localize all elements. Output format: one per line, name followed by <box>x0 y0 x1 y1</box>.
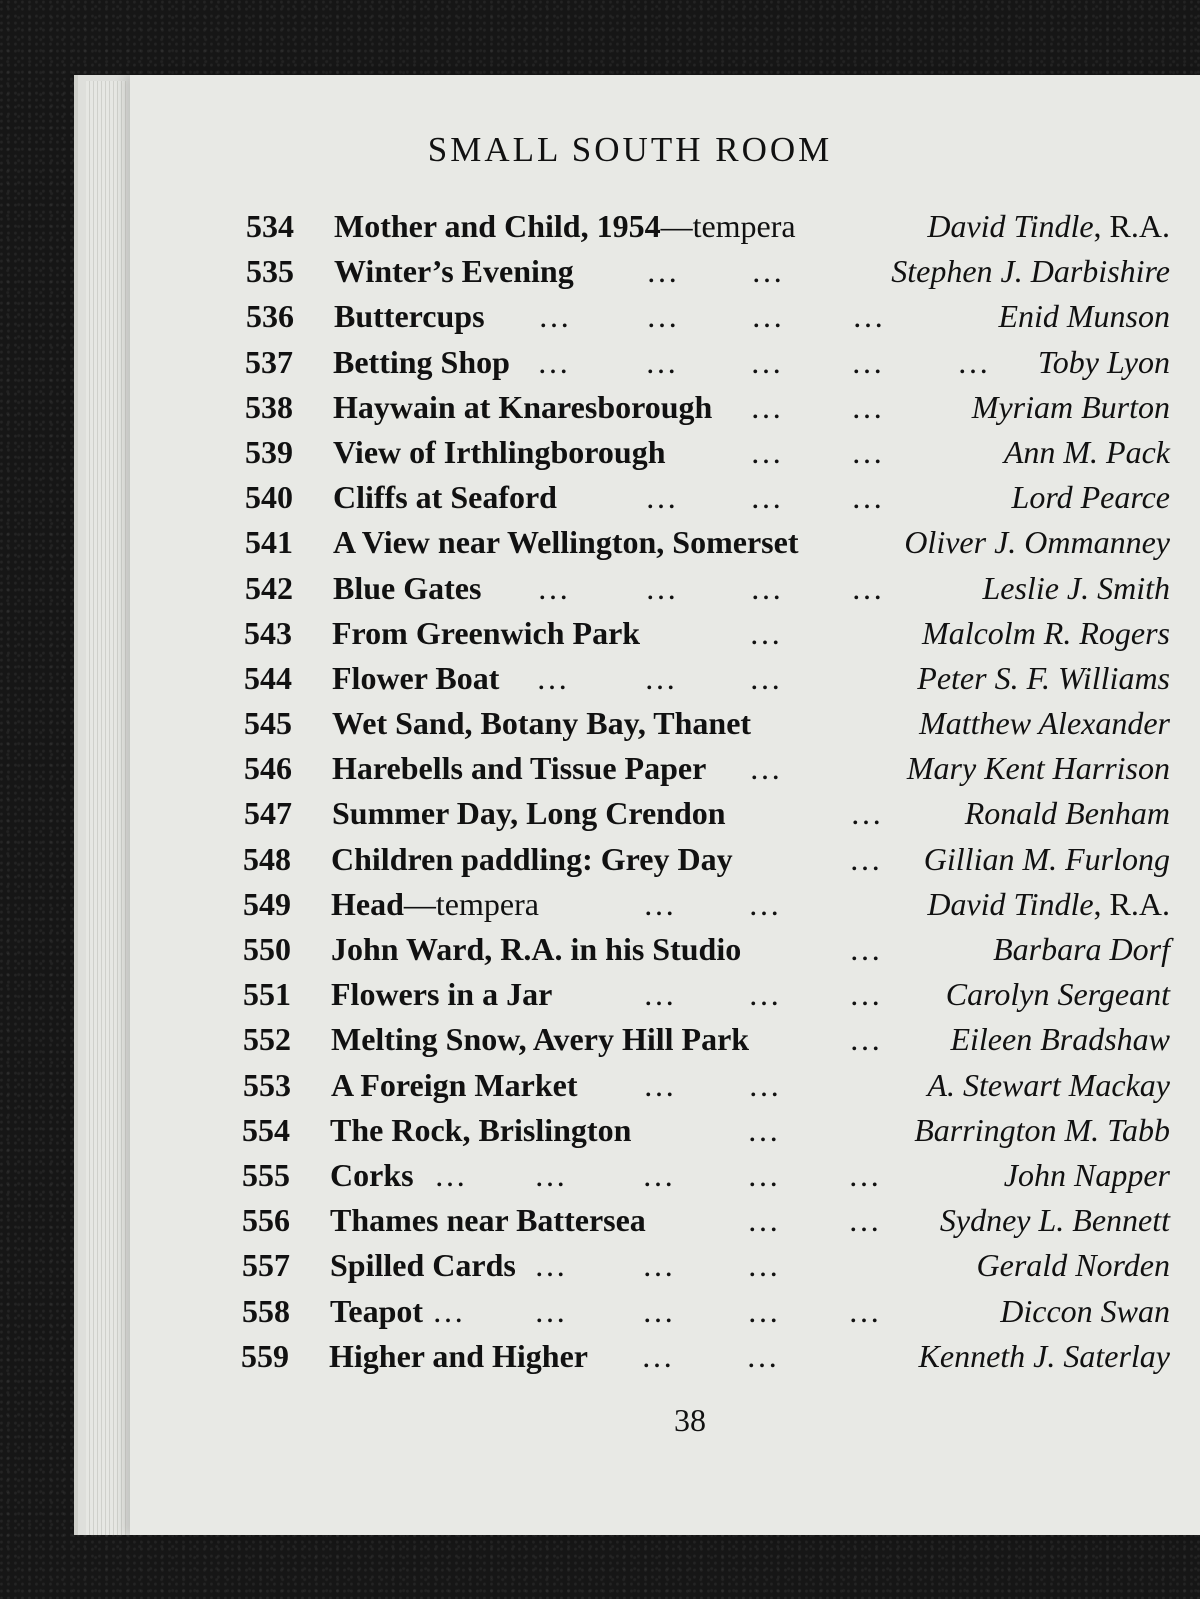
entry-artist <box>1004 430 1170 475</box>
entry-number: 558 <box>242 1292 290 1329</box>
catalogue-entry <box>243 972 1170 1017</box>
entry-title-text: Spilled Cards <box>330 1247 516 1284</box>
entry-title-text: Blue Gates <box>333 569 482 606</box>
leader-dot-group: … <box>642 1247 675 1284</box>
entry-artist-name: Gillian M. Furlong <box>923 840 1170 877</box>
entry-artist <box>919 1334 1170 1379</box>
catalogue-entry <box>243 837 1170 882</box>
leader-dot-group: … <box>642 1156 675 1193</box>
leader-dot-group: … <box>849 976 882 1013</box>
catalogue-entry <box>242 1243 1170 1288</box>
entry-title-text: Corks <box>330 1156 414 1193</box>
entry-artist-name: Barbara Dorf <box>993 931 1170 967</box>
catalogue-entry <box>245 520 1170 565</box>
entry-title-text: Summer Day, Long Crendon <box>332 795 726 832</box>
leader-dot-group: … <box>747 1247 780 1284</box>
leader-dot-group: … <box>534 1156 567 1193</box>
catalogue-entry <box>243 882 1170 927</box>
entry-artist <box>950 1017 1170 1062</box>
entry-artist <box>927 882 1170 927</box>
entry-title-text: Betting Shop <box>333 343 510 380</box>
entry-title-text: John Ward, R.A. in his Studio <box>331 931 742 967</box>
entry-artist-name: Matthew Alexander <box>919 705 1170 742</box>
entry-number: 545 <box>244 705 292 742</box>
entry-title <box>333 340 510 385</box>
entry-title-text: The Rock, Brislington <box>330 1111 632 1148</box>
entry-title-text: Flowers in a Jar <box>331 976 553 1013</box>
entry-title <box>331 837 733 882</box>
catalogue-entry <box>245 340 1170 385</box>
entry-artist-name: Eileen Bradshaw <box>950 1021 1170 1058</box>
entry-artist-name: David Tindle <box>927 208 1094 244</box>
entry-title-text: Wet Sand, Botany Bay, Thanet <box>332 705 752 742</box>
entry-artist <box>982 566 1170 611</box>
entry-artist-name: Stephen J. Darbishire <box>891 253 1170 290</box>
entry-title <box>331 1063 577 1108</box>
entry-artist <box>1012 475 1170 520</box>
leader-dot-group: … <box>642 1292 675 1329</box>
entry-title <box>333 475 557 520</box>
entry-number: 539 <box>245 433 293 470</box>
catalogue-entry <box>245 475 1170 520</box>
entry-number: 556 <box>242 1202 290 1239</box>
entry-artist-name: Gerald Norden <box>976 1247 1170 1284</box>
page-number: 38 <box>674 1402 706 1438</box>
entry-number: 540 <box>245 479 293 516</box>
entry-artist <box>998 294 1170 339</box>
entry-title <box>333 520 798 565</box>
entry-title <box>331 927 741 972</box>
entry-artist <box>922 611 1170 656</box>
leader-dot-group: … <box>534 1292 567 1329</box>
leader-dot-group: … <box>536 659 569 696</box>
leader-dot-group: … <box>646 298 679 335</box>
leader-dot-group: … <box>641 1337 674 1374</box>
entry-artist <box>977 1243 1170 1288</box>
leader-dot-group: … <box>537 343 570 380</box>
entry-artist <box>1000 1289 1170 1334</box>
entry-artist-name: A. Stewart Mackay <box>927 1066 1170 1103</box>
entry-artist <box>946 972 1170 1017</box>
leader-dot-group: … <box>849 840 882 877</box>
entry-number: 553 <box>243 1066 291 1103</box>
entry-title <box>332 791 726 836</box>
entry-title-text: A View near Wellington, Somerset <box>333 524 799 561</box>
entry-artist <box>904 520 1170 565</box>
leader-dot-group: … <box>644 659 677 696</box>
leader-dot-group: … <box>851 569 884 606</box>
entry-title-text: Melting Snow, Avery Hill Park <box>331 1021 750 1058</box>
entry-title-text: A Foreign Market <box>331 1066 578 1103</box>
entry-title <box>329 1334 588 1379</box>
entry-number: 551 <box>243 976 291 1013</box>
entry-artist-name: Barrington M. Tabb <box>914 1111 1170 1148</box>
leader-dot-group: … <box>643 976 676 1013</box>
entry-title-text: From Greenwich Park <box>332 614 641 651</box>
entry-number: 546 <box>244 750 292 787</box>
catalogue-entry <box>245 385 1170 430</box>
entry-artist <box>940 1198 1170 1243</box>
leader-dot-group: … <box>643 885 676 922</box>
entry-artist-name: Malcolm R. Rogers <box>922 614 1170 651</box>
entry-title-text: Higher and Higher <box>329 1337 588 1374</box>
leader-dot-group: … <box>957 343 990 380</box>
catalogue-entry <box>245 566 1170 611</box>
leader-dot-group: … <box>747 1292 780 1329</box>
entry-number: 555 <box>242 1156 290 1193</box>
leader-dot-group: … <box>850 795 883 832</box>
entry-number: 544 <box>244 659 292 696</box>
entry-artist-name: Lord Pearce <box>1011 479 1170 516</box>
leader-dot-group: … <box>748 1066 781 1103</box>
catalogue-entry <box>245 430 1170 475</box>
entry-title-text: Thames near Battersea <box>330 1202 646 1239</box>
leader-dot-group: … <box>849 1021 882 1058</box>
leader-dot-group: … <box>432 1292 465 1329</box>
leader-dot-group: … <box>848 1202 881 1239</box>
catalogue-entry <box>243 1063 1170 1108</box>
entry-artist <box>972 385 1170 430</box>
leader-dot-group: … <box>851 388 884 425</box>
entry-title <box>334 294 485 339</box>
entry-title <box>330 1108 631 1153</box>
entry-artist-name: Ronald Benham <box>964 795 1170 832</box>
leader-dot-group: … <box>750 388 783 425</box>
leader-dot-group: … <box>848 1156 881 1193</box>
entry-title-text: Winter’s Evening <box>334 253 574 290</box>
catalogue-entry <box>243 1017 1170 1062</box>
entry-number: 554 <box>242 1111 290 1148</box>
entry-title <box>333 566 481 611</box>
entry-artist <box>917 656 1170 701</box>
entry-title <box>332 611 640 656</box>
entry-artist <box>919 701 1170 746</box>
entry-artist-name: Carolyn Sergeant <box>945 976 1170 1013</box>
catalogue-entry <box>246 294 1170 339</box>
entry-title-text: Children paddling: Grey Day <box>331 840 733 877</box>
entry-artist-name: Leslie J. Smith <box>982 569 1170 606</box>
entry-artist-name: Diccon Swan <box>1000 1292 1170 1329</box>
leader-dot-group: … <box>851 343 884 380</box>
entry-title <box>330 1198 646 1243</box>
entry-title-text: Teapot <box>330 1292 424 1329</box>
catalogue-entry <box>244 656 1170 701</box>
leader-dot-group: … <box>751 298 784 335</box>
entry-artist <box>891 249 1170 294</box>
entry-title-text: Buttercups <box>334 298 485 335</box>
entry-artist <box>924 837 1170 882</box>
catalogue-entry <box>242 1108 1170 1153</box>
leader-dot-group: … <box>645 343 678 380</box>
leader-dot-group: … <box>748 976 781 1013</box>
entry-number: 535 <box>246 253 294 290</box>
entry-title-text: Harebells and Tissue Paper <box>332 750 707 787</box>
entry-number: 550 <box>243 931 291 967</box>
leader-dot-group: … <box>537 569 570 606</box>
leader-dot-group: … <box>852 298 885 335</box>
entry-title <box>331 882 539 927</box>
catalogue-entry <box>244 791 1170 836</box>
catalogue-entry <box>243 927 1170 972</box>
leader-dot-group: … <box>750 433 783 470</box>
entry-number: 542 <box>245 569 293 606</box>
entry-artist-honour: , R.A. <box>1093 208 1170 244</box>
leader-dot-group: … <box>849 931 882 967</box>
catalogue-entry <box>242 1153 1170 1198</box>
leader-dot-group: … <box>851 433 884 470</box>
room-heading: SMALL SOUTH ROOM <box>427 130 833 169</box>
leader-dot-group: … <box>749 614 782 651</box>
entry-title <box>331 1017 749 1062</box>
entry-title-text: Mother and Child, 1954 <box>334 208 661 244</box>
entry-artist-name: Kenneth J. Saterlay <box>918 1337 1170 1374</box>
catalogue-entry <box>242 1198 1170 1243</box>
entry-title-text: View of Irthlingborough <box>333 433 666 470</box>
catalogue-entry <box>244 611 1170 656</box>
entry-artist-honour: , R.A. <box>1093 885 1170 922</box>
leader-dot-group: … <box>747 1111 780 1148</box>
entry-number: 534 <box>246 208 294 244</box>
leader-dot-group: … <box>746 1337 779 1374</box>
catalogue-entry <box>244 746 1170 791</box>
entry-number: 541 <box>245 524 293 561</box>
entry-artist <box>993 927 1170 972</box>
leader-dot-group: … <box>750 479 783 516</box>
entry-artist <box>927 204 1170 249</box>
leader-dot-group: … <box>750 343 783 380</box>
entry-number: 549 <box>243 885 291 922</box>
entry-medium: —tempera <box>660 208 796 244</box>
leader-dot-group: … <box>538 298 571 335</box>
entry-artist-name: Oliver J. Ommanney <box>904 524 1170 561</box>
entry-number: 547 <box>244 795 292 832</box>
entry-number: 536 <box>246 298 294 335</box>
leader-dot-group: … <box>749 659 782 696</box>
entry-title <box>331 972 552 1017</box>
entry-title-text: Flower Boat <box>332 659 500 696</box>
entry-title <box>332 746 706 791</box>
entry-title-text: Cliffs at Seaford <box>333 479 557 516</box>
entry-artist-name: Peter S. F. Williams <box>917 659 1170 696</box>
entry-title-text: Haywain at Knaresborough <box>333 388 713 425</box>
leader-dot-group: … <box>643 1066 676 1103</box>
entry-artist-name: Mary Kent Harrison <box>906 750 1170 787</box>
leader-dot-group: … <box>534 1247 567 1284</box>
entry-artist-name: Enid Munson <box>998 298 1170 335</box>
entry-number: 548 <box>243 840 291 877</box>
entry-number: 559 <box>241 1337 289 1374</box>
entry-number: 543 <box>244 614 292 651</box>
leader-dot-group: … <box>434 1156 467 1193</box>
entry-artist-name: Ann M. Pack <box>1003 433 1170 470</box>
leader-dot-group: … <box>646 253 679 290</box>
entry-artist-name: David Tindle <box>927 885 1094 922</box>
leader-dot-group: … <box>750 569 783 606</box>
catalogue-entry <box>241 1334 1170 1379</box>
catalogue-entry <box>246 204 1170 249</box>
leader-dot-group: … <box>851 479 884 516</box>
entry-title-text: Head <box>331 885 404 922</box>
entry-title <box>332 701 751 746</box>
entry-number: 557 <box>242 1247 290 1284</box>
leader-dot-group: … <box>645 479 678 516</box>
leader-dot-group: … <box>751 253 784 290</box>
entry-artist-name: Sydney L. Bennett <box>939 1202 1170 1239</box>
entry-artist <box>1038 340 1170 385</box>
catalogue-list <box>241 204 1170 1379</box>
entry-title <box>330 1153 414 1198</box>
entry-number: 537 <box>245 343 293 380</box>
entry-medium: —tempera <box>403 885 539 922</box>
entry-artist <box>965 791 1170 836</box>
leader-dot-group: … <box>748 885 781 922</box>
leader-dot-group: … <box>645 569 678 606</box>
leader-dot-group: … <box>747 1156 780 1193</box>
entry-title <box>330 1289 423 1334</box>
entry-artist <box>1004 1153 1170 1198</box>
entry-artist <box>907 746 1170 791</box>
entry-title <box>330 1243 516 1288</box>
entry-title <box>333 430 665 475</box>
entry-artist <box>927 1063 1170 1108</box>
catalogue-entry <box>244 701 1170 746</box>
entry-title <box>334 249 574 294</box>
catalogue-entry <box>242 1289 1170 1334</box>
catalogue-entry <box>246 249 1170 294</box>
entry-title <box>334 204 796 249</box>
leader-dot-group: … <box>749 750 782 787</box>
entry-title <box>332 656 499 701</box>
leader-dot-group: … <box>747 1202 780 1239</box>
entry-artist-name: John Napper <box>1003 1156 1170 1193</box>
entry-title <box>333 385 712 430</box>
entry-artist-name: Myriam Burton <box>971 388 1170 425</box>
entry-artist <box>914 1108 1170 1153</box>
leader-dot-group: … <box>848 1292 881 1329</box>
entry-number: 552 <box>243 1021 291 1058</box>
entry-number: 538 <box>245 388 293 425</box>
entry-artist-name: Toby Lyon <box>1037 343 1170 380</box>
